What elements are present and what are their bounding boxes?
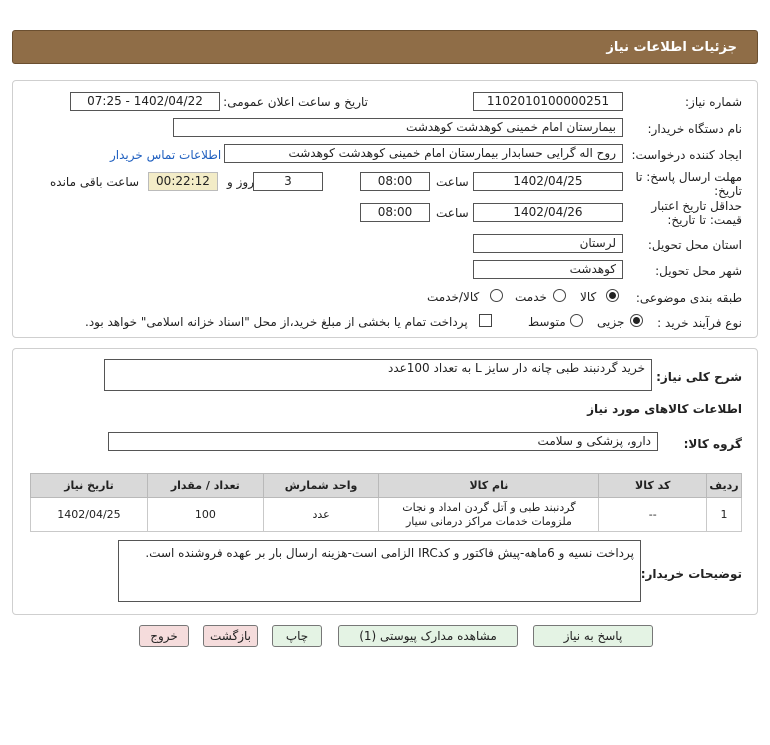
buyer-label: نام دستگاه خریدار: [647, 122, 742, 136]
category-both-radio[interactable] [490, 289, 503, 302]
treasury-docs-checkbox[interactable] [479, 314, 492, 327]
deadline-date-field: 1402/04/25 [473, 172, 623, 191]
deadline-label: مهلت ارسال پاسخ: تا تاریخ: [635, 170, 742, 198]
buyer-field: بیمارستان امام خمینی کوهدشت کوهدشت [173, 118, 623, 137]
goods-group-label: گروه کالا: [683, 437, 742, 451]
attachments-button[interactable]: مشاهده مدارک پیوستی (1) [338, 625, 518, 647]
deadline-time-field: 08:00 [360, 172, 430, 191]
days-label: روز و [227, 175, 254, 189]
treasury-docs-note: پرداخت تمام یا بخشی از مبلغ خرید،از محل "اسناد خزانه اسلامی" خواهد بود. [85, 315, 468, 329]
category-both-label: کالا/خدمت [427, 290, 480, 304]
category-label: طبقه بندی موضوعی: [635, 291, 742, 305]
category-goods-radio[interactable] [606, 289, 619, 302]
goods-group-field: دارو، پزشکی و سلامت [108, 432, 658, 451]
table-row [31, 498, 742, 532]
row-qty: 100 [147, 498, 263, 532]
category-service-label: خدمت [515, 290, 547, 304]
col-unit: واحد شمارش [263, 474, 379, 498]
deadline-time-label: ساعت [436, 175, 469, 189]
process-medium-label: متوسط [528, 315, 566, 329]
exit-button[interactable]: خروج [139, 625, 189, 647]
category-goods-label: کالا [580, 290, 597, 304]
remaining-label: ساعت باقی مانده [50, 175, 140, 189]
announce-field: 1402/04/22 - 07:25 [70, 92, 220, 111]
summary-field: خرید گردنبند طبی چانه دار سایز L به تعداد 100عدد [104, 359, 652, 391]
process-medium-radio[interactable] [570, 314, 583, 327]
province-label: استان محل تحویل: [647, 238, 742, 252]
col-qty: تعداد / مقدار [147, 474, 263, 498]
validity-label: حداقل تاریخ اعتبار قیمت: تا تاریخ: [651, 199, 742, 227]
row-date: 1402/04/25 [31, 498, 148, 532]
page-header [12, 30, 758, 64]
province-field: لرستان [473, 234, 623, 253]
col-date: تاریخ نیاز [31, 474, 148, 498]
col-name: نام کالا [379, 474, 599, 498]
row-name: گردنبند طبی و آتل گردن امداد و نجات ملزومات خدمات مراکز درمانی سیار [379, 498, 599, 532]
city-label: شهر محل تحویل: [655, 264, 742, 278]
page-title: جزئیات اطلاعات نیاز [606, 40, 737, 55]
print-button[interactable]: چاپ [272, 625, 322, 647]
remaining-time-field: 00:22:12 [148, 172, 218, 191]
need-number-label: شماره نیاز: [685, 95, 742, 109]
row-index: 1 [707, 498, 742, 532]
goods-table-header [31, 474, 742, 498]
goods-info-title: اطلاعات کالاهای مورد نیاز [587, 402, 742, 416]
row-unit: عدد [263, 498, 379, 532]
validity-date-field: 1402/04/26 [473, 203, 623, 222]
validity-time-label: ساعت [436, 206, 469, 220]
row-code: -- [599, 498, 707, 532]
validity-time-field: 08:00 [360, 203, 430, 222]
creator-field: روح اله گرایی حسابدار بیمارستان امام خمینی کوهدشت کوهدشت [224, 144, 623, 163]
col-row: ردیف [707, 474, 742, 498]
category-service-radio[interactable] [553, 289, 566, 302]
buyer-notes-field: پرداخت نسیه و 6ماهه-پیش فاکتور و کدIRC الزامی است-هزینه ارسال بار بر عهده فروشنده است. [118, 540, 641, 602]
buyer-notes-label: توضیحات خریدار: [640, 567, 742, 581]
goods-table [30, 473, 742, 532]
col-code: کد کالا [599, 474, 707, 498]
process-minor-label: جزیی [597, 315, 625, 329]
announce-label: تاریخ و ساعت اعلان عمومی: [223, 95, 368, 109]
process-minor-radio[interactable] [630, 314, 643, 327]
back-button[interactable]: بازگشت [203, 625, 258, 647]
buyer-contact-link[interactable]: اطلاعات تماس خریدار [110, 148, 222, 162]
creator-label: ایجاد کننده درخواست: [631, 148, 742, 162]
days-field: 3 [253, 172, 323, 191]
reply-button[interactable]: پاسخ به نیاز [533, 625, 653, 647]
process-label: نوع فرآیند خرید : [657, 316, 742, 330]
city-field: کوهدشت [473, 260, 623, 279]
summary-label: شرح کلی نیاز: [656, 370, 742, 384]
need-number-field: 1102010100000251 [473, 92, 623, 111]
